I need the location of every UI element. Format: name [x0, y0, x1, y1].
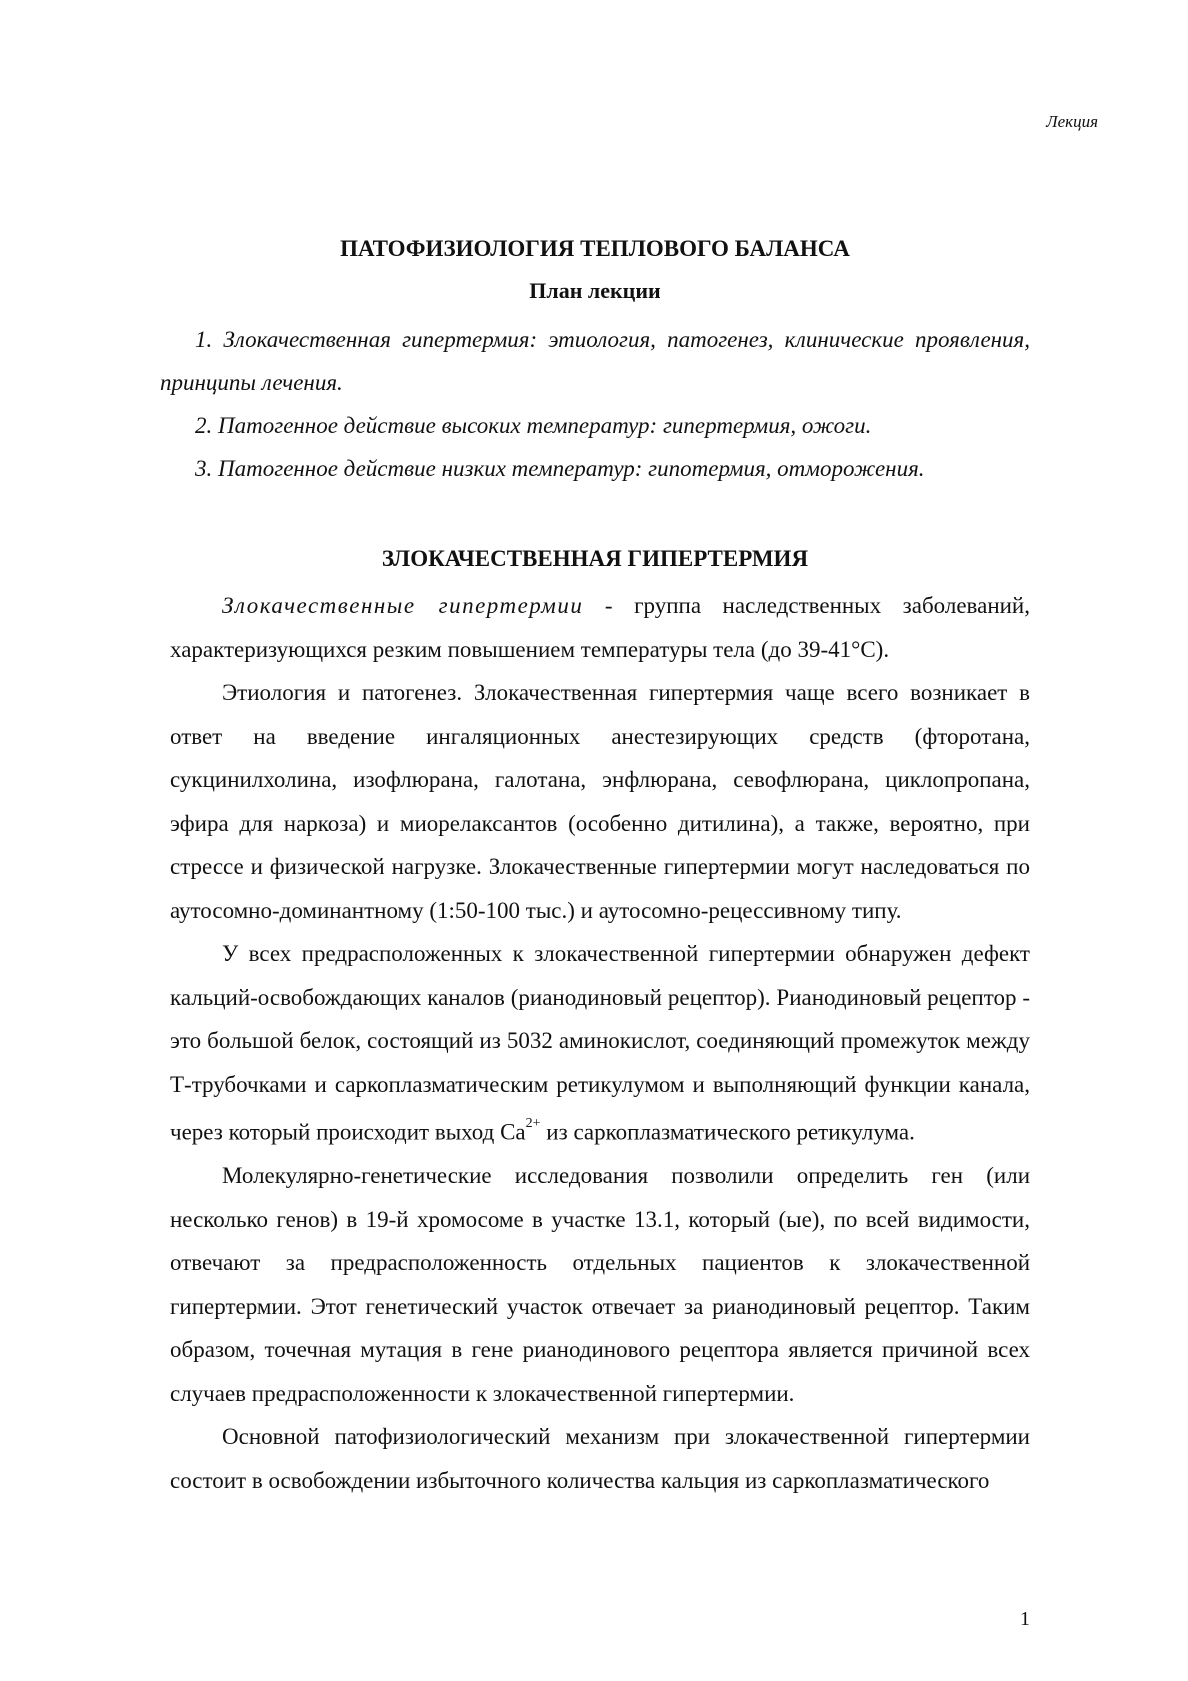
paragraph: Основной патофизиологический механизм при злокачественной гипертермии состоит в освобождении избыточного количества кальция из саркоплазматического [170, 1424, 1030, 1493]
paragraph: Молекулярно-генетические исследования позволили определить ген (или несколько генов) в 19-й хромосоме в участке 13.1, который (ые), по всей видимости, отвечают за предрасположенность отдельных пациентов к злокачественной гипертермии. Этот генетический участок отвечает за рианодиновый рецептор. Таким образом, точечная мутация в гене рианодинового рецептора является причиной всех случаев предрасположенности к злокачественной гипертермии. [170, 1163, 1030, 1406]
section-title: ЗЛОКАЧЕСТВЕННАЯ ГИПЕРТЕРМИЯ [381, 546, 809, 571]
plan-item: 1. Злокачественная гипертермия: этиология, патогенез, клинические проявления, принципы лечения. [160, 327, 1030, 395]
page-title: ПАТОФИЗИОЛОГИЯ ТЕПЛОВОГО БАЛАНСА [340, 236, 850, 261]
plan-item: 3. Патогенное действие низких температур: гипотермия, отморожения. [195, 456, 925, 481]
paragraph-text: - группа наследственных заболеваний, характеризующихся резким повышением температуры тела (до 39-41°С). [170, 593, 1030, 662]
term-emphasis: Злокачественные гипертермии [222, 593, 584, 618]
paragraph [170, 932, 1030, 1154]
paragraph-text: У всех предрасположенных к злокачественной гипертермии обнаружен дефект кальций-освобождающих каналов (рианодиновый рецептор). Рианодиновый рецептор - это большой белок, состоящий из 5032 аминокислот, соединяющий промежуток между Т-трубочками и саркоплазматическим ретикулумом и выполняющий функции канала, через который происходит выход Ca [170, 941, 1030, 1145]
plan-title: План лекции [529, 278, 661, 303]
plan-list [160, 318, 1030, 490]
body-text [170, 584, 1030, 1502]
plan-item: 2. Патогенное действие высоких температур: гипертермия, ожоги. [195, 413, 872, 438]
paragraph [170, 584, 1030, 671]
header-note: Лекция [1046, 112, 1098, 131]
paragraph: Этиология и патогенез. Злокачественная гипертермия чаще всего возникает в ответ на введение ингаляционных анестезирующих средств (фторотана, сукцинилхолина, изофлюрана, галотана, энфлюрана, севофлюрана, циклопропана, эфира для наркоза) и миорелаксантов (особенно дитилина), а также, вероятно, при стрессе и физической нагрузке. Злокачественные гипертермии могут наследоваться по аутосомно-доминантному (1:50-100 тыс.) и аутосомно-рецессивному типу. [170, 680, 1030, 923]
page-number: 1 [1020, 1608, 1030, 1630]
ion-charge: 2+ [525, 1116, 541, 1131]
paragraph-text: из саркоплазматического ретикулума. [540, 1119, 915, 1145]
